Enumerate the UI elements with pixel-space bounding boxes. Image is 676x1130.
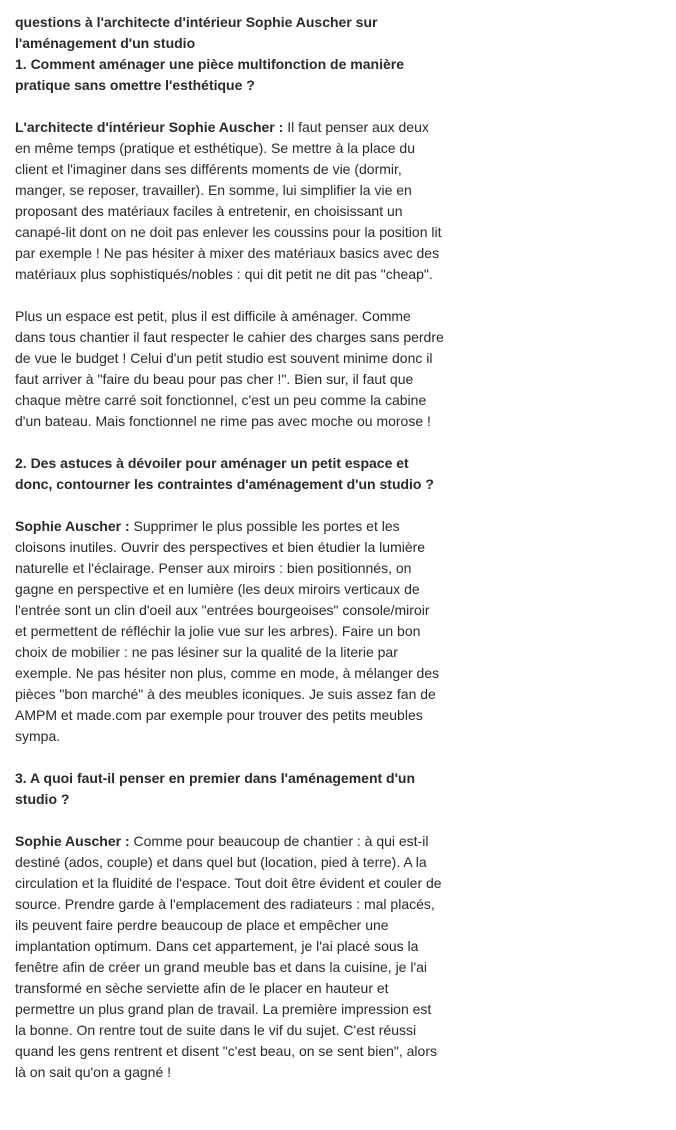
paragraph-gap: [15, 810, 445, 831]
paragraph-gap: [15, 432, 445, 453]
speaker-label: Sophie Auscher :: [15, 833, 134, 849]
answer-3-paragraph-1: [15, 831, 445, 1083]
answer-2-paragraph-1: [15, 516, 445, 747]
paragraph-gap: [15, 285, 445, 306]
answer-1-paragraph-1: [15, 117, 445, 285]
question-2-heading: 2. Des astuces à dévoiler pour aménager un petit espace et donc, contourner les contraintes d'aménagement d'un studio ?: [15, 455, 434, 492]
answer-1-paragraph-2: [15, 306, 445, 432]
article-intro-heading: questions à l'architecte d'intérieur Sophie Auscher sur l'aménagement d'un studio: [15, 14, 378, 51]
speaker-label: Sophie Auscher :: [15, 518, 134, 534]
question-3-heading: 3. A quoi faut-il penser en premier dans l'aménagement d'un studio ?: [15, 770, 416, 807]
paragraph-gap: [15, 495, 445, 516]
answer-text: Supprimer le plus possible les portes et les cloisons inutiles. Ouvrir des perspectives et bien étudier la lumière naturelle et l'éclairage. Penser aux miroirs : bien positionnés, on gagne en perspective et en lumière (les deux miroirs verticaux de l'entrée sont un clin d'oeil aux "entrées bourgeoises" console/miroir et permettent de réfléchir la jolie vue sur les arbres). Faire un bon choix de mobilier : ne pas lésiner sur la qualité de la literie par exemple. Ne pas hésiter non plus, comme en mode, à mélanger des pièces "bon marché" à des meubles iconiques. Je suis assez fan de AMPM et made.com par exemple pour trouver des petits meubles sympa.: [15, 518, 440, 744]
speaker-label: L'architecte d'intérieur Sophie Auscher :: [15, 119, 288, 135]
answer-text: Comme pour beaucoup de chantier : à qui est-il destiné (ados, couple) et dans quel but (location, pied à terre). A la circulation et la fluidité de l'espace. Tout doit être évident et couler de source. Prendre garde à l'emplacement des radiateurs : mal placés, ils peuvent faire perdre beaucoup de place et empêcher une implantation optimum. Dans cet appartement, je l'ai placé sous la fenêtre afin de créer un grand meuble bas et dans la cuisine, je l'ai transformé en sèche serviette afin de le placer en hauteur et permettre un plus grand plan de travail. La première impression est la bonne. On rentre tout de suite dans le vif du sujet. C'est réussi quand les gens rentrent et disent "c'est beau, on se sent bien", alors là on sait qu'on a gagné !: [15, 833, 442, 1080]
answer-text: Il faut penser aux deux en même temps (pratique et esthétique). Se mettre à la place du client et l'imaginer dans ses différents moments de vie (dormir, manger, se reposer, travailler). En somme, lui simplifier la vie en proposant des matériaux faciles à entretenir, en choisissant un canapé-lit dont on ne doit pas enlever les coussins pour la position lit par exemple ! Ne pas hésiter à mixer des matériaux basics avec des matériaux plus sophistiqués/nobles : qui dit petit ne dit pas "cheap".: [15, 119, 442, 282]
question-1-heading: 1. Comment aménager une pièce multifonction de manière pratique sans omettre l'esthétique ?: [15, 56, 404, 93]
paragraph-gap: [15, 747, 445, 768]
paragraph-gap: [15, 96, 445, 117]
answer-text: Plus un espace est petit, plus il est difficile à aménager. Comme dans tous chantier il faut respecter le cahier des charges sans perdre de vue le budget ! Celui d'un petit studio est souvent minime donc il faut arriver à "faire du beau pour pas cher !". Bien sur, il faut que chaque mètre carré soit fonctionnel, c'est un peu comme la cabine d'un bateau. Mais fonctionnel ne rime pas avec moche ou morose !: [15, 308, 444, 429]
article-body: [15, 12, 445, 1083]
